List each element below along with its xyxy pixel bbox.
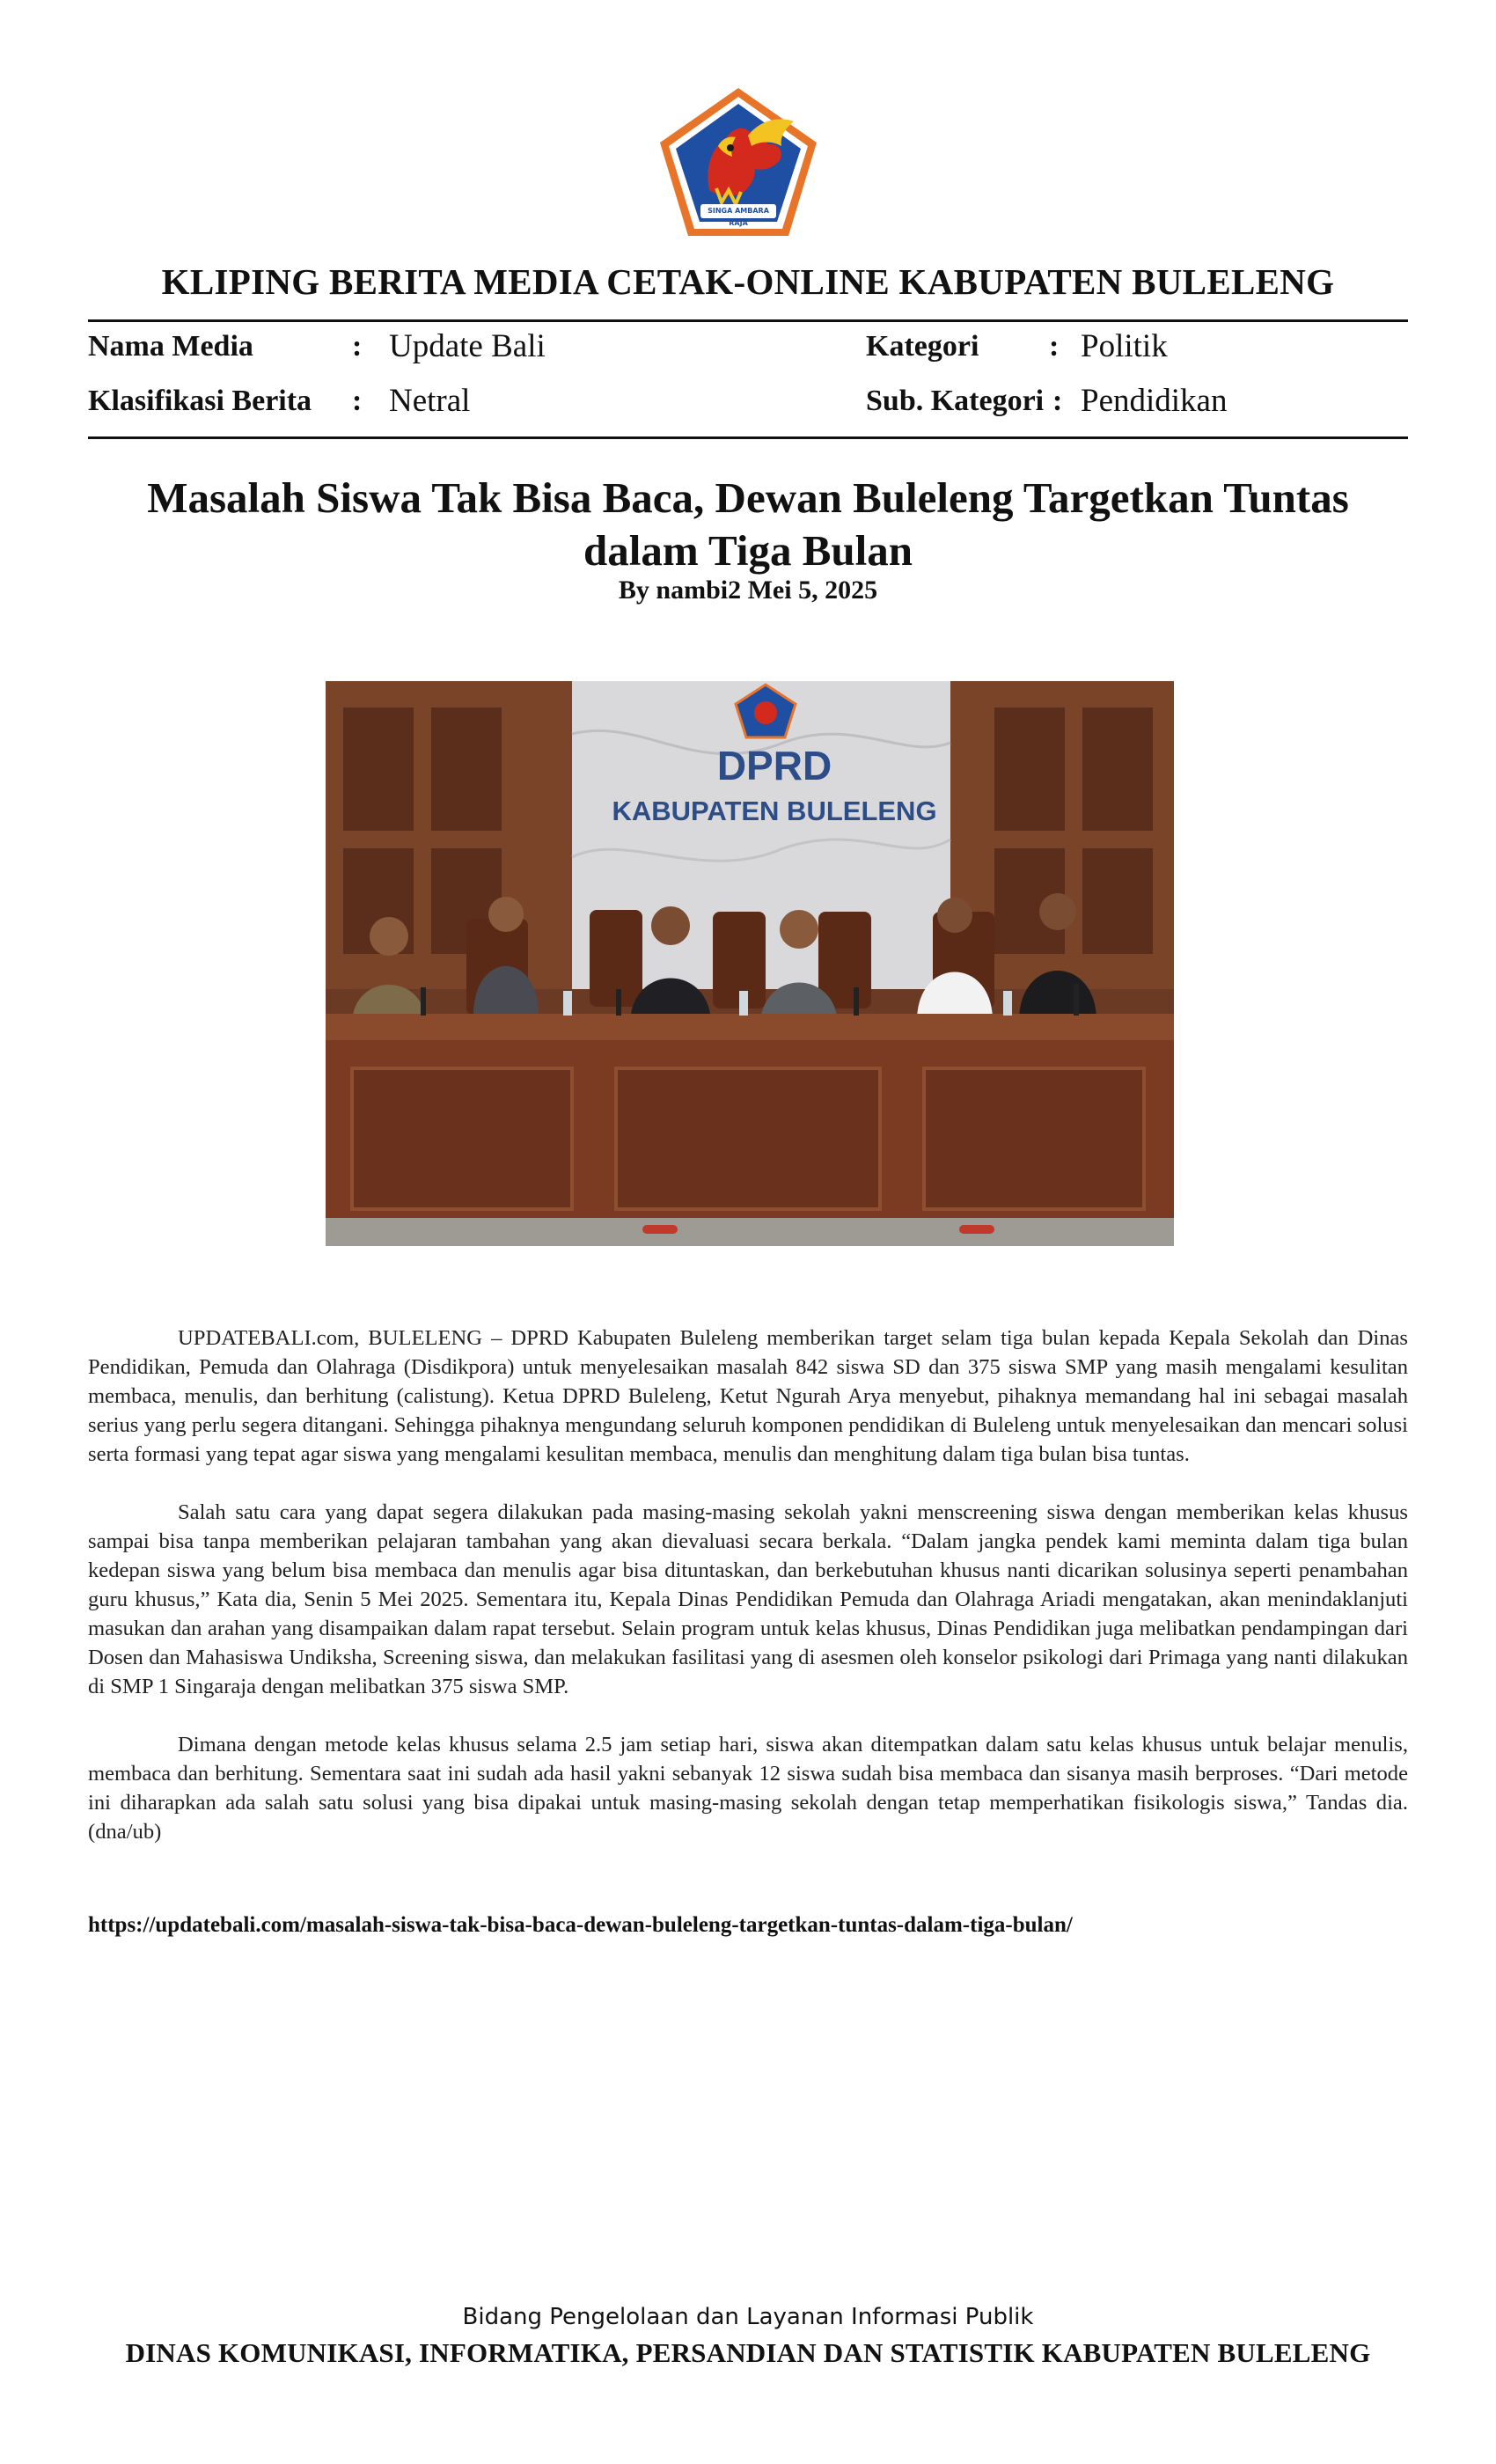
- photo-sign-dprd: DPRD: [716, 743, 832, 788]
- article-paragraph-2: Salah satu cara yang dapat segera dilakukan pada masing-masing sekolah yakni menscreening siswa dengan memberikan kelas khusus sampai bisa tanpa memberikan pelajaran tambahan yang akan dievaluasi secara berkala. “Dalam jangka pendek kami meminta dalam tiga bulan kedepan siswa yang belum bisa membaca dan menulis agar bisa dituntaskan, dan berkebutuhan khusus nanti dicarikan solusinya seperti penambahan guru khusus,” Kata dia, Senin 5 Mei 2025. Sementara itu, Kepala Dinas Pendidikan Pemuda dan Olahraga Ariadi mengatakan, akan menindaklanjuti masukan dan arahan yang disampaikan dalam rapat tersebut. Selain program untuk kelas khusus, Dinas Pendidikan juga melibatkan pendampingan dari Dosen dan Mahasiswa Undiksha, Screening siswa, dan melakukan fasilitasi yang di asesmen oleh konselor psikologi dari Primaga yang nanti dilakukan di SMP 1 Singaraja dengan melibatkan 375 siswa SMP.: [88, 1500, 1408, 1698]
- article-paragraph-3: Dimana dengan metode kelas khusus selama 2.5 jam setiap hari, siswa akan ditempatkan dalam satu kelas khusus untuk belajar menulis, membaca dan berhitung. Sementara saat ini sudah ada hasil yakni sebanyak 12 siswa sudah bisa membaca dan sisanya masih berproses. “Dari metode ini diharapkan ada salah satu solusi yang bisa dipakai untuk masing-masing sekolah dengan tetap memperhatikan fisikologis siswa,” Tandas dia.(dna/ub): [88, 1733, 1408, 1844]
- article-photo: [326, 681, 1174, 1246]
- article-body: [88, 1324, 1408, 1875]
- footer-division: Bidang Pengelolaan dan Layanan Informasi Publik: [462, 2304, 1034, 2330]
- article-title: Masalah Siswa Tak Bisa Baca, Dewan Buleleng Targetkan Tuntas dalam Tiga Bulan: [147, 473, 1349, 575]
- source-url-link[interactable]: https://updatebali.com/masalah-siswa-tak-bisa-baca-dewan-buleleng-targetkan-tuntas-dalam-tiga-bulan/: [88, 1913, 1073, 1937]
- header-divider-bottom: [88, 436, 1408, 439]
- regency-emblem: [656, 84, 820, 239]
- kategori-label: Kategori: [866, 330, 979, 363]
- kategori-value: Politik: [1081, 328, 1168, 364]
- photo-sign-kabupaten: KABUPATEN BULELENG: [612, 796, 937, 826]
- subkategori-colon: :: [1052, 385, 1063, 417]
- nama-media-colon: :: [352, 330, 363, 363]
- nama-media-label: Nama Media: [88, 330, 253, 363]
- klasifikasi-label: Klasifikasi Berita: [88, 385, 312, 417]
- nama-media-value: Update Bali: [389, 328, 546, 364]
- article-byline: By nambi2 Mei 5, 2025: [618, 576, 878, 605]
- document-header-title: KLIPING BERITA MEDIA CETAK-ONLINE KABUPATEN BULELENG: [161, 261, 1335, 302]
- subkategori-value: Pendidikan: [1081, 383, 1228, 419]
- klasifikasi-value: Netral: [389, 383, 471, 419]
- kategori-colon: :: [1049, 330, 1060, 363]
- footer-agency: DINAS KOMUNIKASI, INFORMATIKA, PERSANDIAN DAN STATISTIK KABUPATEN BULELENG: [125, 2337, 1371, 2368]
- header-divider-top: [88, 319, 1408, 322]
- klasifikasi-colon: :: [352, 385, 363, 417]
- emblem-motto: SINGA AMBARA RAJA: [708, 207, 769, 227]
- article-paragraph-1: UPDATEBALI.com, BULELENG – DPRD Kabupaten Buleleng memberikan target selam tiga bulan kepada Kepala Sekolah dan Dinas Pendidikan, Pemuda dan Olahraga (Disdikpora) untuk menyelesaikan masalah 842 siswa SD dan 375 siswa SMP yang masih mengalami kesulitan membaca, menulis, dan berhitung (calistung). Ketua DPRD Buleleng, Ketut Ngurah Arya menyebut, pihaknya memandang hal ini sebagai masalah serius yang perlu segera ditangani. Sehingga pihaknya mengundang seluruh komponen pendidikan di Buleleng untuk menyelesaikan dan mencari solusi serta formasi yang tepat agar siswa yang mengalami kesulitan membaca, menulis dan menghitung dalam tiga bulan bisa tuntas.: [88, 1326, 1408, 1466]
- subkategori-label: Sub. Kategori: [866, 385, 1045, 417]
